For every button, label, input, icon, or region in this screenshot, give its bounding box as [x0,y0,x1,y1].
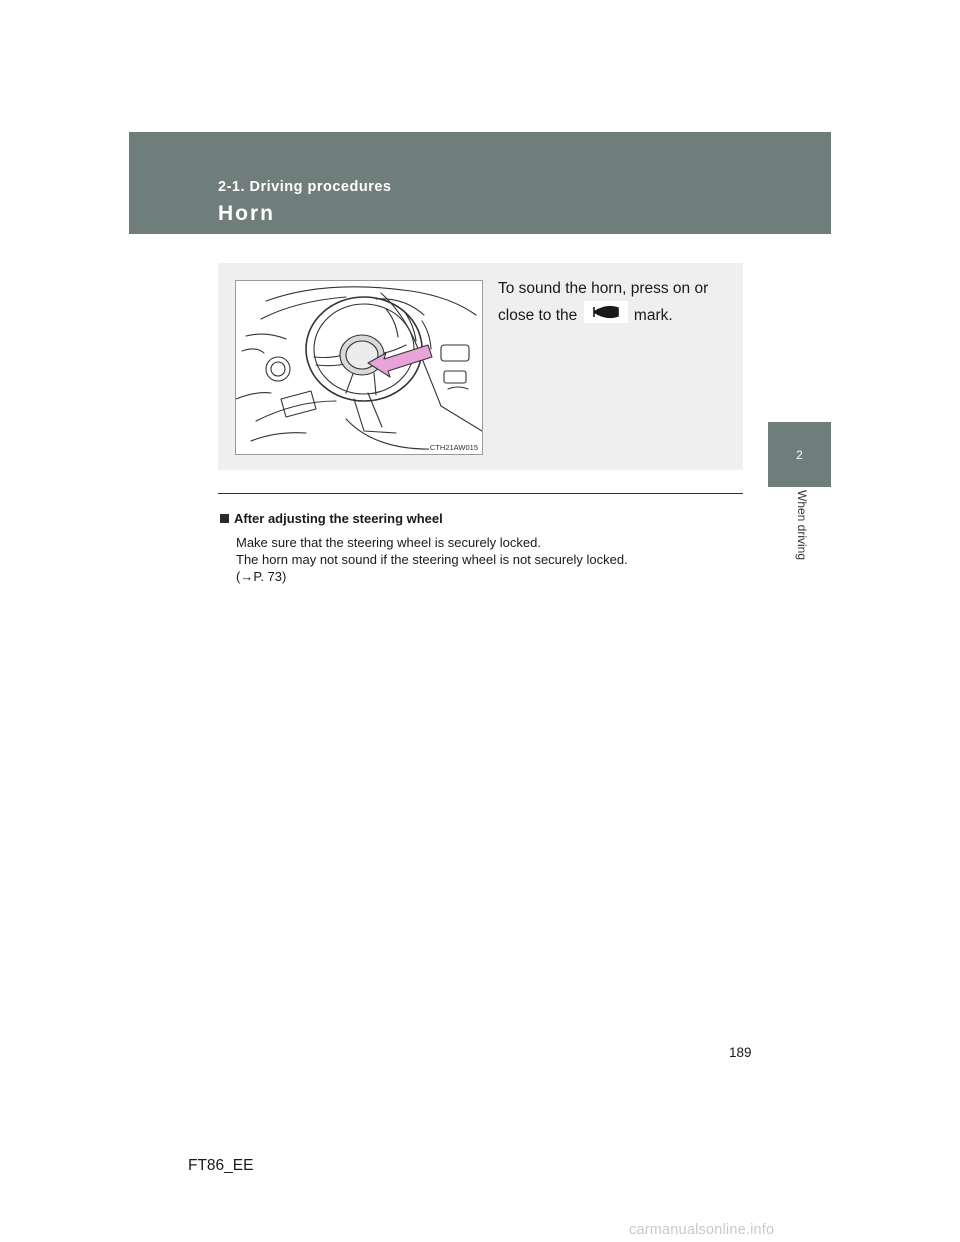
note-block [220,511,740,585]
note-body [220,534,740,585]
page-title: Horn [218,202,275,225]
section-divider [218,493,743,494]
note-page-reference[interactable]: (→P. 73) [236,569,287,584]
illustration-panel [218,263,743,470]
page-number: 189 [729,1045,752,1060]
note-line-1: Make sure that the steering wheel is securely locked. [236,535,541,550]
section-label: 2-1. Driving procedures [218,179,392,195]
chapter-tab[interactable] [768,422,831,487]
instruction-part-1: To sound the horn, press on or close to the [498,280,709,325]
note-line-2: The horn may not sound if the steering wheel is not securely locked. [236,552,628,567]
steering-wheel-illustration [235,280,483,455]
note-heading [220,511,740,526]
chapter-label: When driving [795,490,809,561]
watermark: carmanualsonline.info [629,1222,775,1238]
square-bullet-icon [220,514,229,523]
steering-wheel-drawing [236,281,482,454]
chapter-header [129,132,831,234]
footer-code: FT86_EE [188,1157,254,1174]
note-heading-text: After adjusting the steering wheel [234,511,443,526]
instruction-text [498,276,738,331]
chapter-number: 2 [796,447,803,462]
instruction-part-2: mark. [633,307,673,325]
horn-icon [584,301,628,331]
figure-code: CTH21AW015 [429,443,478,452]
